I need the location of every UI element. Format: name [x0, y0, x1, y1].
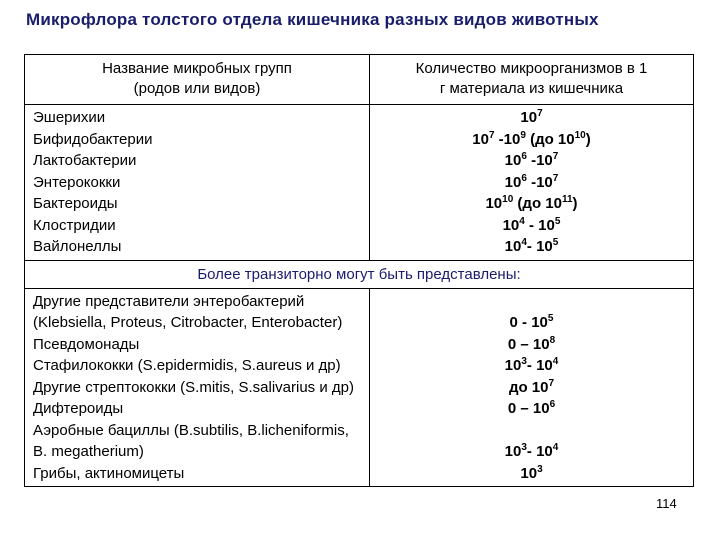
transient-count-7: $10^3-$ $10^4$	[504, 442, 559, 460]
transient-name-5: Дифтероиды	[33, 400, 124, 417]
resident-count-6: $10^4-$ $10^5$	[504, 237, 559, 255]
resident-count-2: $10^6$ $-10^7$	[504, 151, 559, 169]
transient-name-4: Другие стрептококки (S.mitis, S.salivarius и др)	[33, 378, 354, 396]
header-col1-line1: Название микробных групп	[102, 60, 292, 77]
transient-name-8: Грибы, актиномицеты	[33, 464, 185, 482]
page-title: Микрофлора толстого отдела кишечника разных видов животных	[26, 10, 599, 29]
transient-count-3: $10^3-$ $10^4$	[504, 356, 559, 374]
transient-name-1: (Klebsiella, Proteus, Citrobacter, Enterobacter)	[33, 314, 343, 331]
transient-group-counts	[370, 289, 693, 487]
resident-count-1: $10^7$ $-10^9$ (до $10^{10}$)	[472, 129, 591, 148]
resident-name-3: Энтерококки	[33, 173, 121, 191]
microflora-table	[24, 54, 694, 487]
resident-name-5: Клостридии	[33, 216, 116, 234]
transient-count-0	[370, 291, 693, 313]
resident-name-0: Эшерихии	[33, 109, 106, 126]
header-col1-line2: (родов или видов)	[133, 80, 261, 97]
transient-count-4: до $10^7$	[508, 377, 555, 396]
transient-group-names	[25, 289, 370, 487]
transient-count-5: $0 - 10^6$	[507, 399, 556, 417]
resident-name-4: Бактероиды	[33, 195, 118, 212]
table-row-resident	[25, 105, 693, 261]
table-header-row	[25, 55, 693, 105]
transient-name-7: B. megatherium)	[33, 443, 144, 460]
header-col-groups	[25, 55, 370, 104]
transient-count-8: $10^3$	[520, 463, 543, 482]
table-row-transient	[25, 289, 693, 487]
transient-count-2: $0 - 10^8$	[507, 334, 556, 353]
resident-count-3: $10^6$ $-10^7$	[504, 172, 559, 191]
resident-name-2: Лактобактерии	[33, 152, 137, 169]
header-col2-line2: г материала из кишечника	[439, 80, 624, 97]
resident-group-names	[25, 105, 370, 260]
resident-count-5: $10^4 - 10^5$	[502, 215, 561, 234]
header-col2-line1: Количество микроорганизмов в 1	[415, 60, 648, 77]
transient-count-6	[370, 420, 693, 442]
transient-name-0: Другие представители энтеробактерий	[33, 292, 305, 310]
resident-count-4: $10^{10}$ (до $10^{11}$)	[485, 194, 578, 212]
header-col-counts	[370, 55, 693, 104]
resident-group-counts	[370, 105, 693, 260]
resident-name-1: Бифидобактерии	[33, 130, 153, 148]
transient-name-2: Псевдомонады	[33, 335, 140, 353]
resident-count-0: $10^7$	[520, 108, 543, 126]
transient-name-3: Стафилококки (S.epidermidis, S.aureus и др)	[33, 357, 341, 374]
page-number: 114	[656, 496, 677, 511]
transient-name-6: Аэробные бациллы (B.subtilis, B.licheniformis,	[33, 421, 349, 439]
resident-name-6: Вайлонеллы	[33, 238, 122, 255]
transient-banner: Более транзиторно могут быть представлены:	[25, 261, 693, 289]
transient-count-1: $0 - 10^5$	[509, 313, 554, 331]
